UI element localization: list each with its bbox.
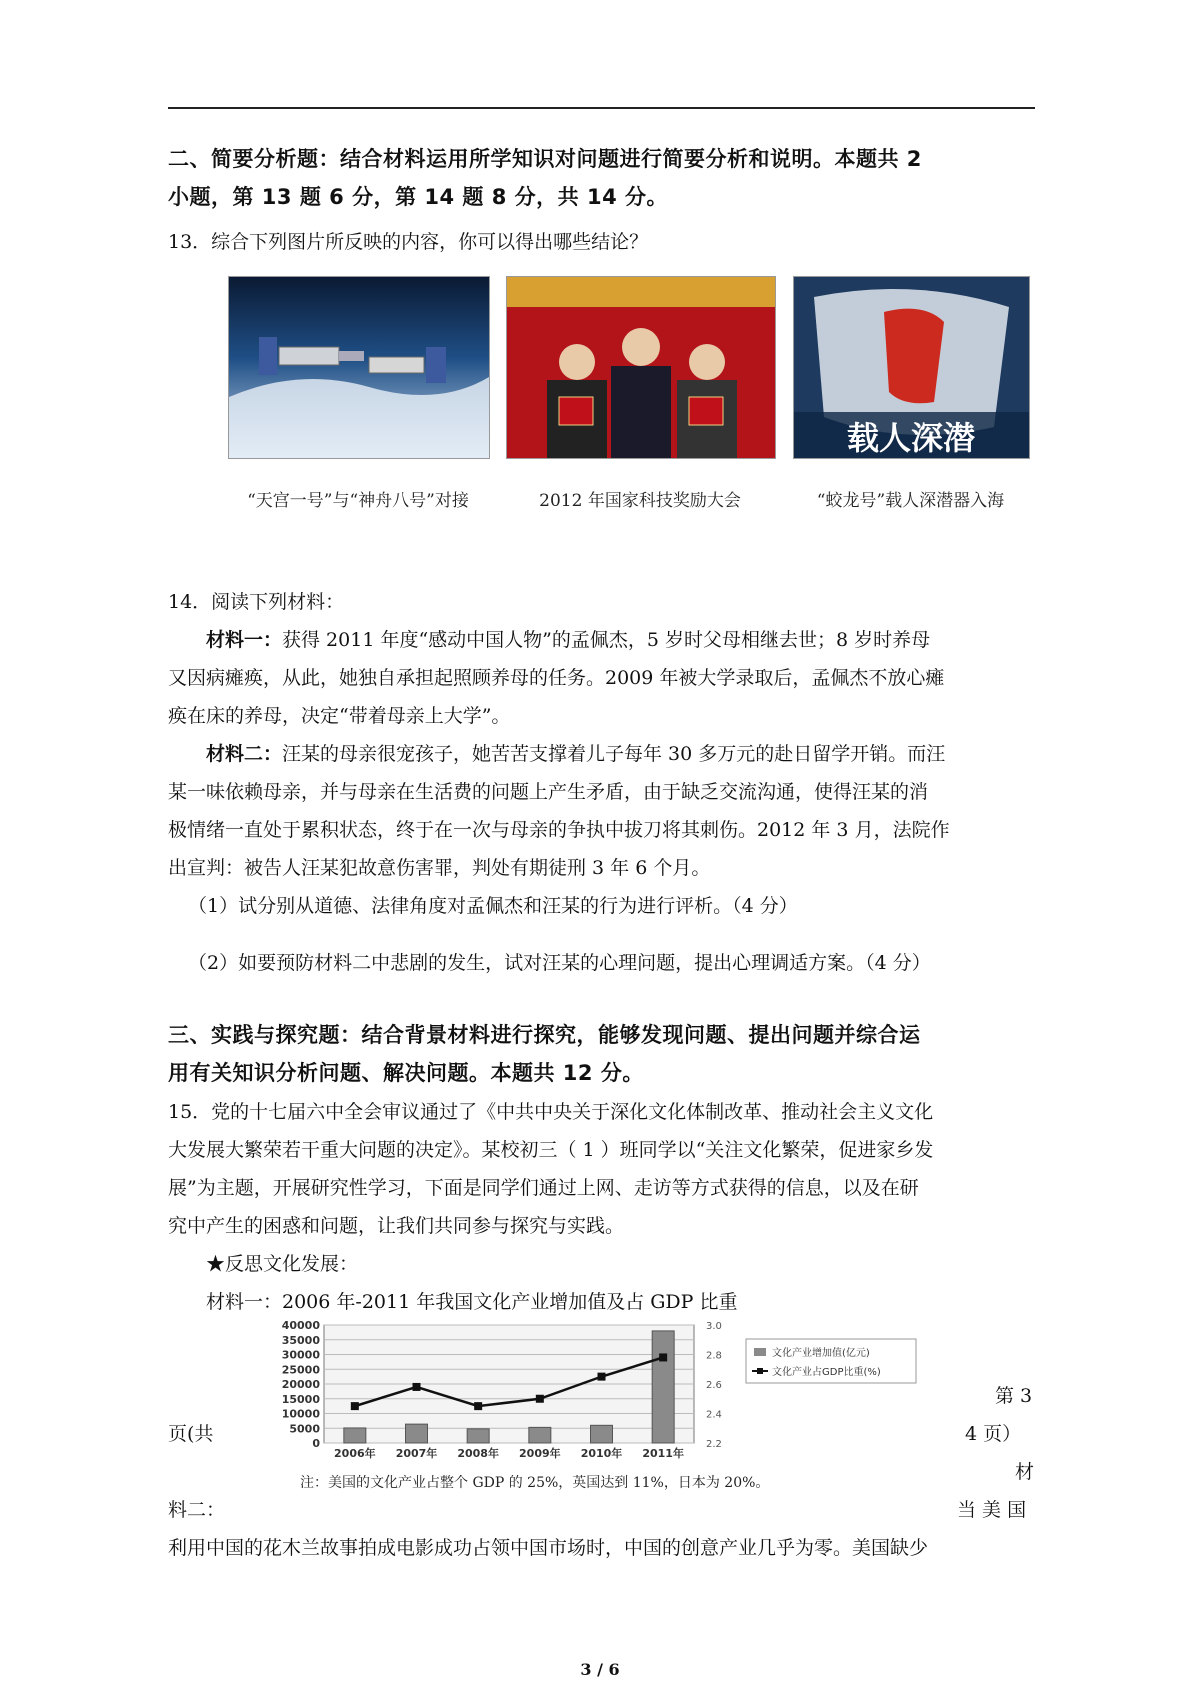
section2-heading-line1: 二、简要分析题：结合材料运用所学知识对问题进行简要分析和说明。本题共 2 <box>168 147 922 171</box>
x-tick-label: 2011年 <box>642 1447 684 1460</box>
y-tick-label: 40000 <box>281 1319 320 1332</box>
material2-line4: 出宣判：被告人汪某犯故意伤害罪，判处有期徒刑 3 年 6 个月。 <box>168 857 711 879</box>
bar <box>529 1427 551 1443</box>
y-tick-label: 20000 <box>281 1378 320 1391</box>
legend-label-bar: 文化产业增加值(亿元) <box>772 1348 870 1359</box>
page-fragment-2: 页(共 <box>168 1423 214 1445</box>
q15-line1: 15．党的十七届六中全会审议通过了《中共中央关于深化文化体制改革、推动社会主义文化 <box>168 1101 934 1123</box>
material1-line3: 痪在床的养母，决定“带着母亲上大学”。 <box>168 705 511 727</box>
q15-line3: 展”为主题，开展研究性学习，下面是同学们通过上网、走访等方式获得的信息，以及在研 <box>168 1177 919 1199</box>
q14-sub2: （2）如要预防材料二中悲剧的发生，试对汪某的心理问题，提出心理调适方案。（4 分） <box>188 952 931 974</box>
line-point <box>351 1402 359 1410</box>
section3-heading-line2: 用有关知识分析问题、解决问题。本题共 12 分。 <box>168 1061 644 1085</box>
y2-tick-label: 3.0 <box>706 1321 722 1332</box>
material1-line1: 获得 2011 年度“感动中国人物”的孟佩杰，5 岁时父母相继去世；8 岁时养母 <box>282 629 931 651</box>
line-point <box>413 1383 421 1391</box>
caption-award: 2012 年国家科技奖励大会 <box>539 491 741 511</box>
q15-line2: 大发展大繁荣若干重大问题的决定》。某校初三（ 1 ）班同学以“关注文化繁荣，促进家乡发 <box>168 1139 934 1161</box>
bar <box>406 1424 428 1443</box>
section2-heading <box>168 140 1038 216</box>
y-tick-label: 30000 <box>281 1348 320 1362</box>
x-tick-label: 2006年 <box>334 1447 376 1460</box>
bar <box>652 1331 674 1443</box>
material2-fragment-3: 当 美 国 <box>957 1499 1027 1521</box>
y2-tick-label: 2.8 <box>706 1350 722 1362</box>
material2-fragment-2: 料二： <box>168 1499 226 1521</box>
line-point <box>536 1395 544 1403</box>
culture-industry-chart <box>262 1317 922 1462</box>
bar <box>591 1425 613 1443</box>
photo-submersible <box>793 276 1030 459</box>
legend-swatch-point <box>757 1368 763 1374</box>
y2-tick-label: 2.4 <box>706 1409 722 1421</box>
material1-line2: 又因病瘫痪，从此，她独自承担起照顾养母的任务。2009 年被大学录取后，孟佩杰不放心瘫 <box>168 667 945 689</box>
q14-intro: 14．阅读下列材料： <box>168 591 345 613</box>
line-point <box>659 1353 667 1361</box>
section3-heading <box>168 1016 1038 1092</box>
q13-text: 13．综合下列图片所反映的内容，你可以得出哪些结论？ <box>168 231 649 253</box>
q15-block <box>168 1093 1038 1321</box>
q15-star: ★反思文化发展： <box>206 1253 359 1275</box>
material2-fragment-1: 材 <box>1015 1461 1035 1483</box>
material1-label: 材料一： <box>206 629 283 651</box>
photo-docking <box>228 276 490 459</box>
page-fragment-1: 第 3 <box>995 1385 1033 1407</box>
q15-line4: 究中产生的困惑和问题，让我们共同参与探究与实践。 <box>168 1215 625 1237</box>
y-tick-label: 10000 <box>281 1407 320 1421</box>
y-tick-label: 15000 <box>281 1392 320 1406</box>
legend-swatch-bar <box>754 1348 766 1356</box>
q14-sub1: （1）试分别从道德、法律角度对孟佩杰和汪某的行为进行评析。（4 分） <box>188 895 798 917</box>
line-point <box>598 1373 606 1381</box>
x-tick-label: 2008年 <box>457 1447 499 1460</box>
x-tick-label: 2010年 <box>580 1447 623 1460</box>
q15-last-line: 利用中国的花木兰故事拍成电影成功占领中国市场时，中国的创意产业几乎为零。美国缺少 <box>168 1537 929 1559</box>
material2-line3: 极情绪一直处于累积状态，终于在一次与母亲的争执中拔刀将其刺伤。2012 年 3 月，法院作 <box>168 819 950 841</box>
chart-note: 注：美国的文化产业占整个 GDP 的 25%，英国达到 11%，日本为 20%。 <box>300 1475 770 1491</box>
line-point <box>474 1402 482 1410</box>
y2-tick-label: 2.2 <box>706 1439 722 1450</box>
y2-tick-label: 2.6 <box>706 1380 722 1391</box>
bar <box>344 1428 366 1443</box>
y-tick-label: 25000 <box>281 1363 320 1377</box>
x-tick-label: 2009年 <box>519 1447 561 1460</box>
material2-line1: 汪某的母亲很宠孩子，她苦苦支撑着儿子每年 30 多万元的赴日留学开销。而汪 <box>282 743 946 765</box>
photo-award-ceremony <box>506 276 776 459</box>
y-tick-label: 0 <box>312 1437 320 1450</box>
chart-svg <box>262 1317 922 1462</box>
material2-label: 材料二： <box>206 743 283 765</box>
legend-label-line: 文化产业占GDP比重(%) <box>772 1367 881 1378</box>
header-rule <box>168 107 1035 109</box>
bar <box>467 1429 489 1443</box>
y-tick-label: 35000 <box>281 1333 320 1347</box>
y-tick-label: 5000 <box>289 1422 320 1436</box>
x-tick-label: 2007年 <box>395 1447 438 1460</box>
caption-submersible: “蛟龙号”载人深潜器入海 <box>816 491 1005 511</box>
section2-heading-line2: 小题，第 13 题 6 分，第 14 题 8 分，共 14 分。 <box>168 185 669 209</box>
photo-overlay-text: 载人深潜 <box>846 419 976 457</box>
q15-material1: 材料一：2006 年-2011 年我国文化产业增加值及占 GDP 比重 <box>206 1291 738 1313</box>
section3-heading-line1: 三、实践与探究题：结合背景材料进行探究，能够发现问题、提出问题并综合运 <box>168 1023 921 1047</box>
q14-block <box>168 583 1038 925</box>
page-number: 3 / 6 <box>580 1660 620 1679</box>
material2-line2: 某一味依赖母亲，并与母亲在生活费的问题上产生矛盾，由于缺乏交流沟通，使得汪某的消 <box>168 781 929 803</box>
page-fragment-3: 4 页） <box>965 1423 1022 1445</box>
caption-docking: “天宫一号”与“神舟八号”对接 <box>247 491 469 511</box>
